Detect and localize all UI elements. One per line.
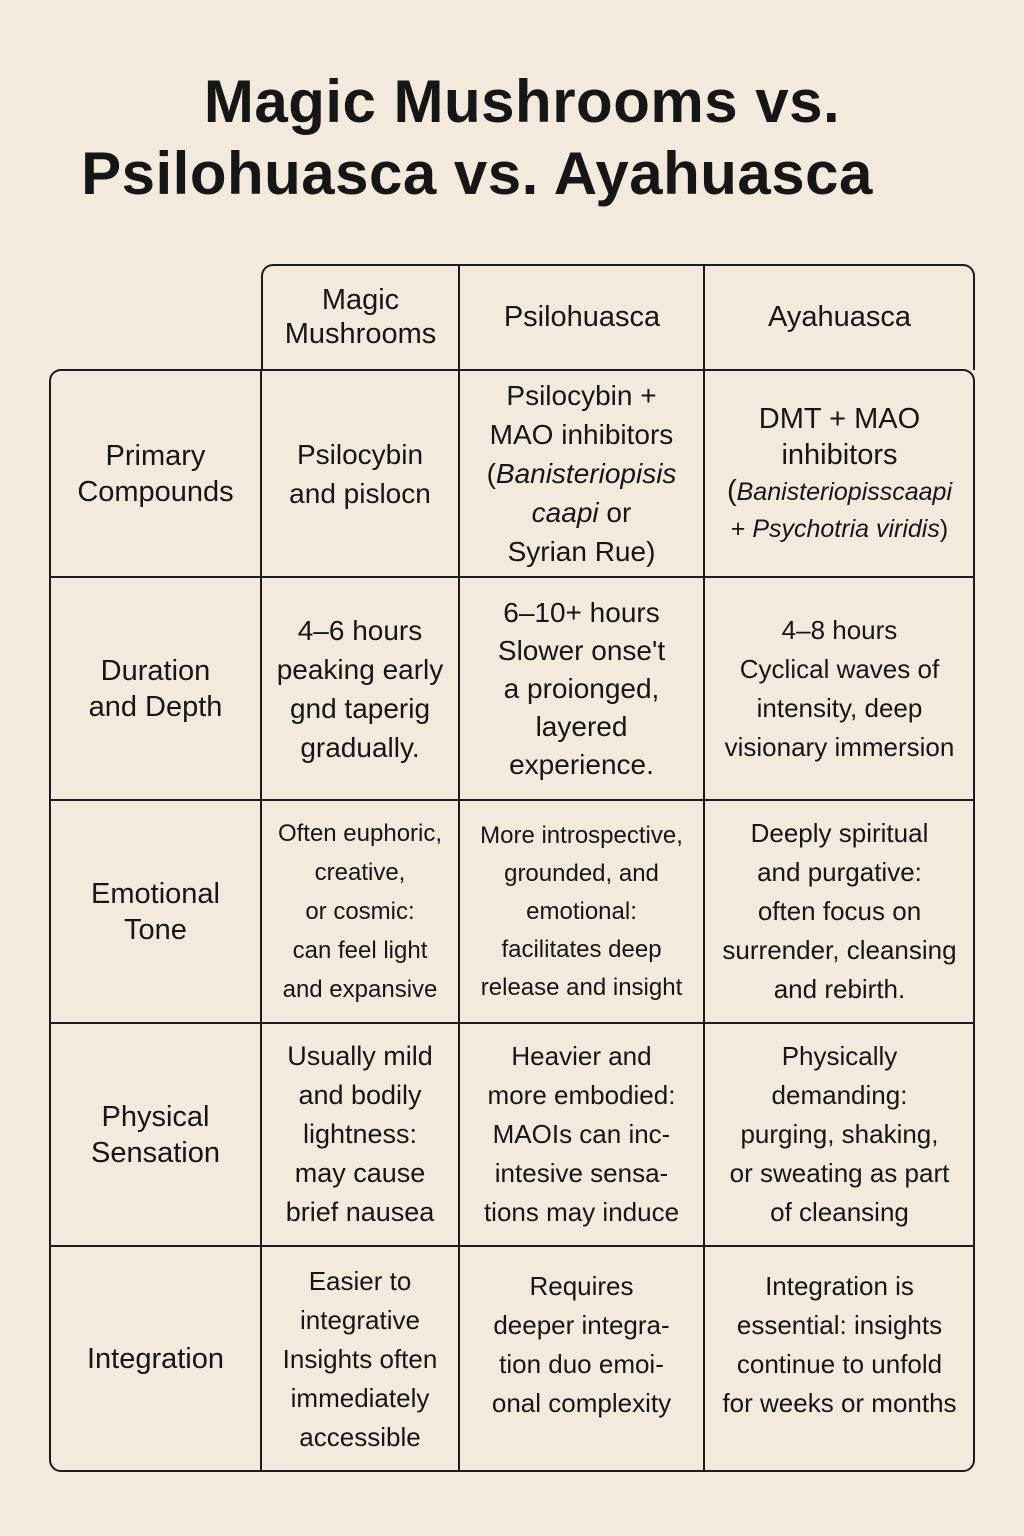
cell-text-italic: Banisteriopisis caapi bbox=[495, 458, 677, 528]
column-header-psilohuasca: Psilohuasca bbox=[503, 301, 661, 333]
cell-psilohuasca-compounds bbox=[460, 371, 703, 576]
cell-psilohuasca-physical: Heavier and more embodied: MAOIs can inc- intesive sensa- tions may induce bbox=[483, 1041, 680, 1227]
cell-text-italic: Banisteriopisscaapi bbox=[736, 477, 953, 506]
cell-ayahuasca-physical: Physically demanding: purging, shaking, or sweating as part of cleansing bbox=[729, 1041, 950, 1227]
column-header-magic-mushrooms: Magic Mushrooms bbox=[284, 284, 437, 350]
cell-text: ) bbox=[939, 514, 949, 543]
cell-text: Psilocybin + MAO inhibitors ( bbox=[486, 380, 674, 489]
cell-text: + bbox=[730, 514, 746, 543]
cell-text: or Syrian Rue) bbox=[507, 497, 656, 567]
cell-magic-mushrooms-emotional-tone: Often euphoric, creative, or cosmic: can feel light and expansive bbox=[277, 820, 443, 1003]
cell-psilohuasca-duration: 6–10+ hours Slower onse't a proionged, layered experience. bbox=[497, 596, 666, 780]
column-header-ayahuasca: Ayahuasca bbox=[768, 301, 911, 333]
cell-magic-mushrooms-duration: 4–6 hours peaking early gnd taperig gradually. bbox=[276, 614, 444, 763]
cell-text: DMT + MAO inhibitors ( bbox=[726, 402, 921, 507]
row-label-primary-compounds: Primary Compounds bbox=[77, 439, 234, 508]
title-line-2: Psilohuasca vs. Ayahuasca bbox=[81, 140, 873, 207]
cell-ayahuasca-compounds bbox=[705, 371, 974, 576]
page-title bbox=[0, 66, 1024, 210]
cell-magic-mushrooms-physical: Usually mild and bodily lightness: may cause brief nausea bbox=[285, 1041, 435, 1227]
cell-magic-mushrooms-compounds: Psilocybin and pislocn bbox=[289, 438, 431, 509]
row-label-emotional-tone: Emotional Tone bbox=[91, 877, 220, 946]
row-label-physical-sensation: Physical Sensation bbox=[91, 1100, 220, 1169]
row-label-duration-and-depth: Duration and Depth bbox=[88, 654, 223, 723]
row-label-integration: Integration bbox=[86, 1343, 225, 1375]
cell-ayahuasca-duration: 4–8 hours Cyclical waves of intensity, deep visionary immersion bbox=[724, 614, 955, 762]
cell-ayahuasca-emotional-tone: Deeply spiritual and purgative: often focus on surrender, cleansing and rebirth. bbox=[722, 818, 957, 1004]
cell-psilohuasca-integration: Requires deeper integra- tion duo emoi- onal complexity bbox=[491, 1271, 672, 1418]
title-line-1: Magic Mushrooms vs. bbox=[203, 68, 841, 135]
cell-ayahuasca-integration: Integration is essential: insights continue to unfold for weeks or months bbox=[722, 1271, 957, 1418]
cell-text-italic: Psychotria viridis bbox=[752, 514, 940, 543]
cell-psilohuasca-emotional-tone: More introspective, grounded, and emotional: facilitates deep release and insight bbox=[480, 821, 683, 1001]
cell-magic-mushrooms-integration: Easier to integrative Insights often immediately accessible bbox=[282, 1265, 438, 1452]
